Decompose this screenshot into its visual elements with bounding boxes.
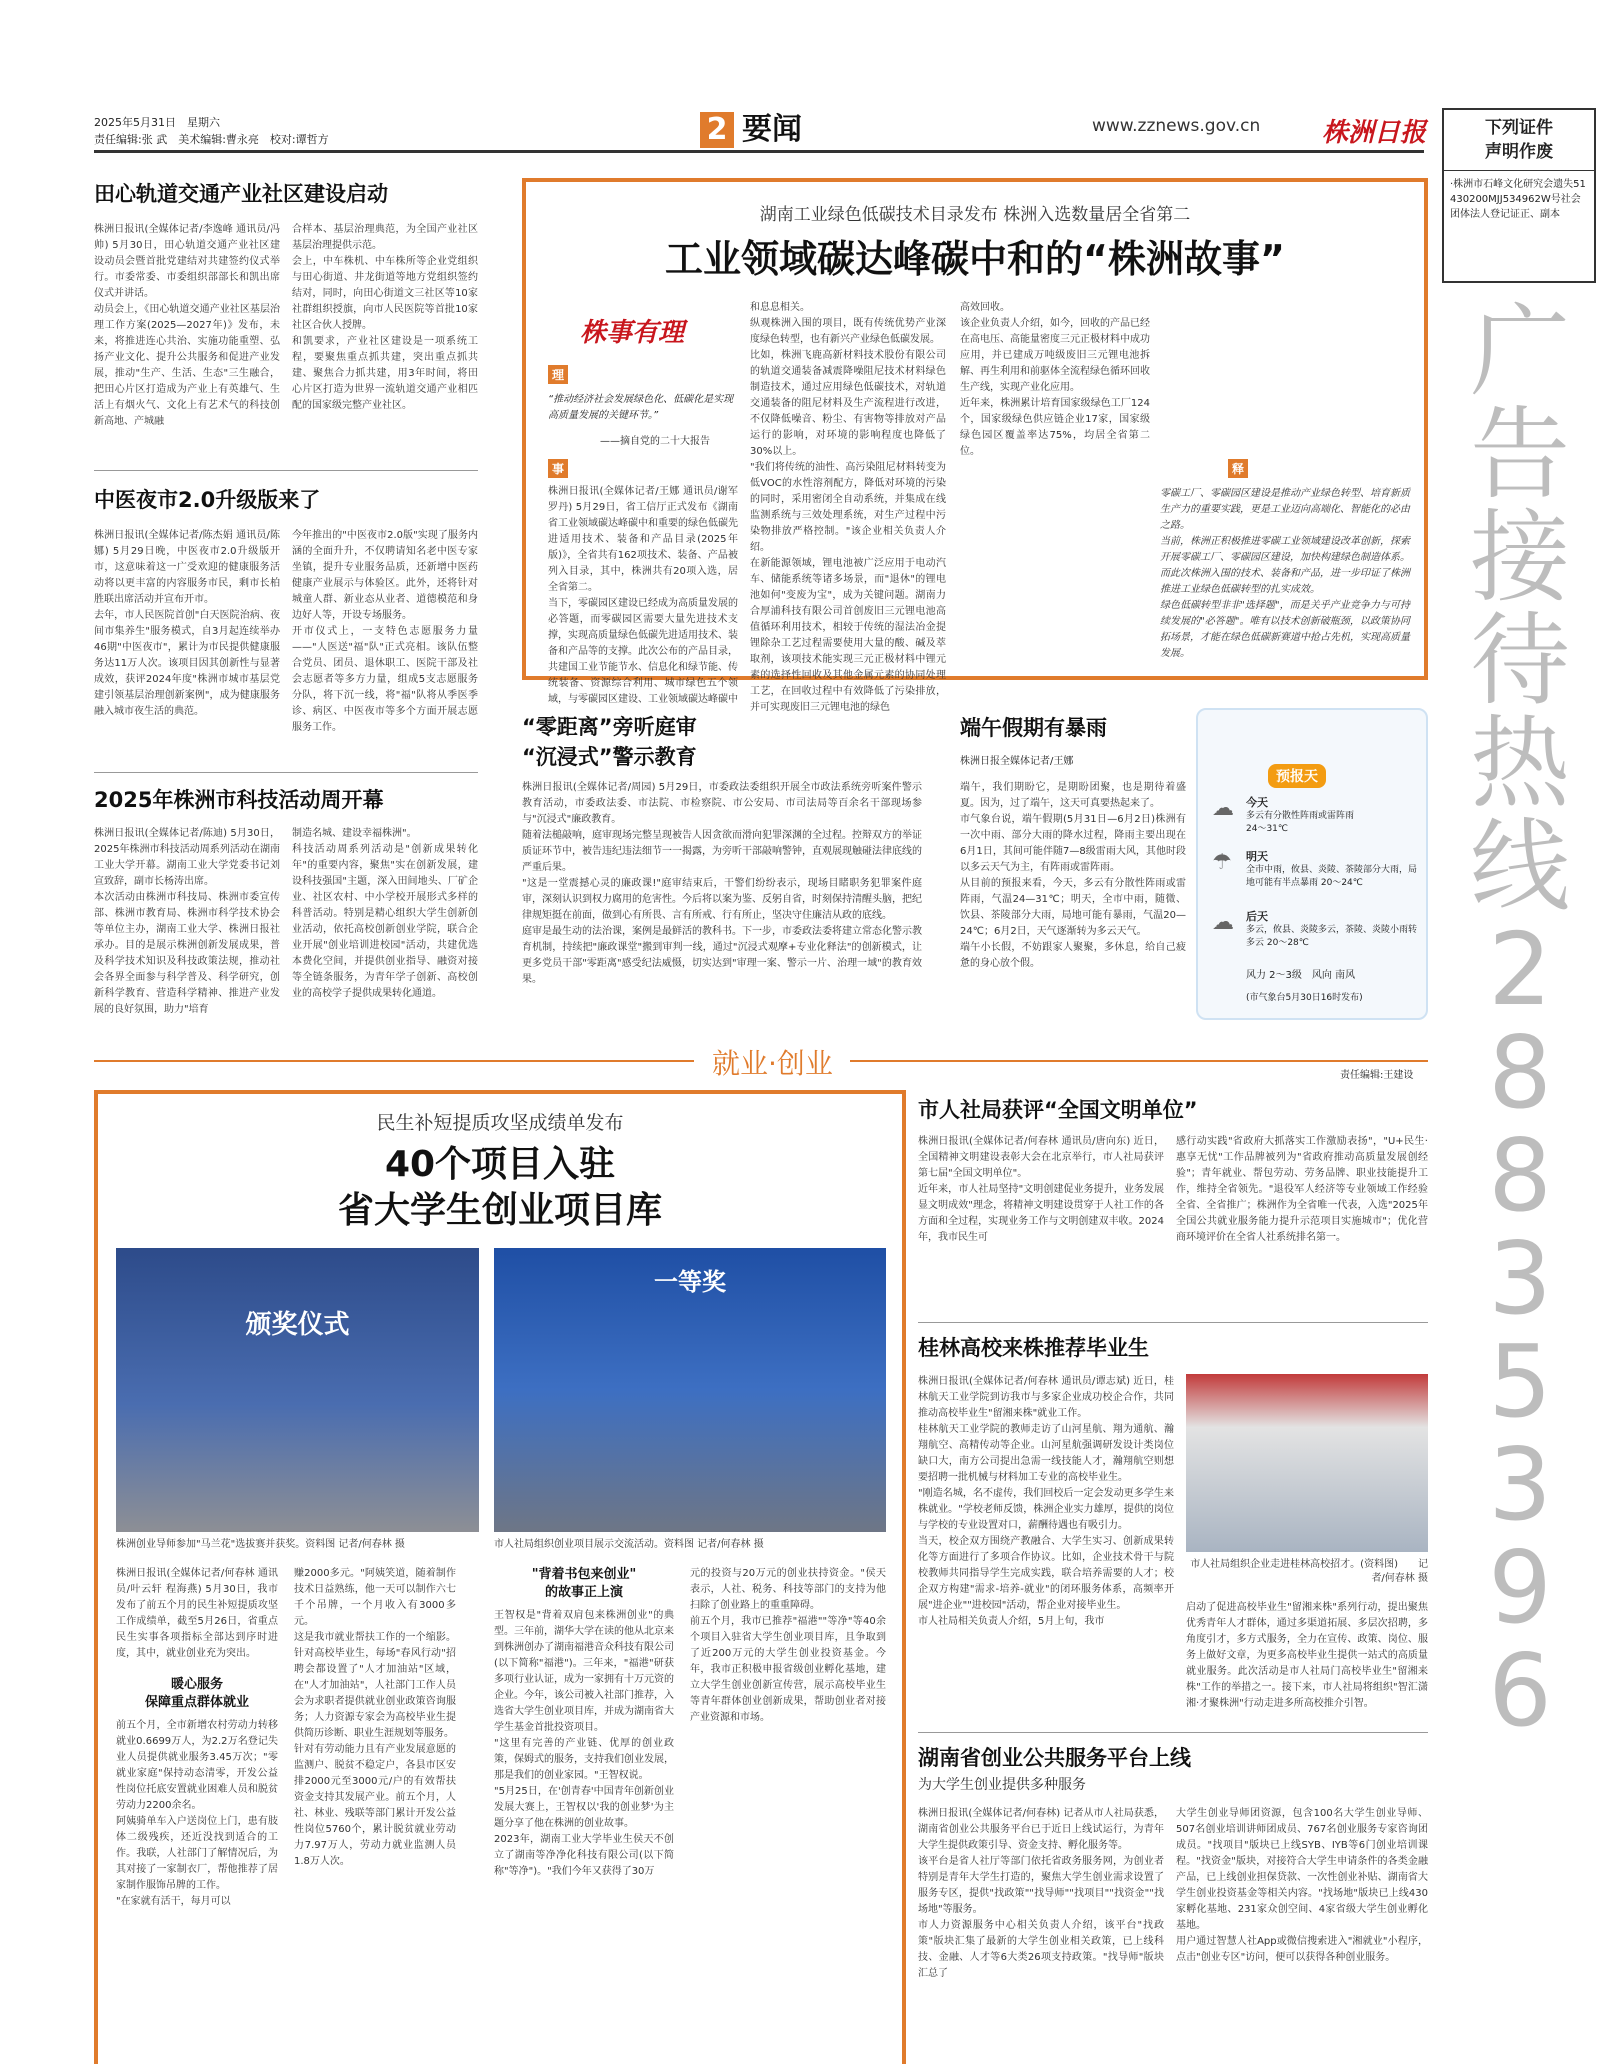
header-rule [94,150,1424,153]
feature-subtitle: 湖南工业绿色低碳技术目录发布 株洲入选数量居全省第二 [759,205,1191,225]
campus-photo [1186,1374,1428,1552]
rain-icon: ☂ [1212,850,1232,875]
weather-widget [1196,708,1428,1020]
divider [94,772,478,773]
article-body: 大学生创业导师团资源，包含100名大学生创业导师、507名创业培训讲师团成员、767名创业服务专家咨询团成员。"找项目"版块已上线SYB、IYB等6门创业培训课程。"找资金"版块，对接符合大学生申请条件的各类金融产品，已上线创业担保贷款、一次性创业补贴、湖南省大学生创业投资基金等相关内容。"找场地"版块已上线430家孵化基地、231家众创空间、4家省级大学生创业孵化基地。 用户通过智慧人社App或微信搜索进入"湘就业"小程序，点击"创业专区"访问，便可以获得各种创业服务。 [1176,1808,1428,1963]
section-tag [548,364,568,384]
feature-title: 40个项目入驻 省大学生创业项目库 [337,1144,662,1231]
feature-title: 工业领域碳达峰碳中和的“株洲故事” [665,237,1285,281]
forecast-day: 今天 [1246,796,1268,809]
forecast-source: (市气象台5月30日16时发布) [1246,993,1363,1003]
forecast-day: 明天 [1246,850,1268,863]
section-tag [1228,458,1248,478]
column-logo: 株事有理 [580,318,685,348]
photo-caption: 株洲创业导师参加"马兰花"选拔赛并获奖。资料图 记者/何春林 摄 [116,1539,405,1550]
byline: 株洲日报全媒体记者/王娜 [960,756,1074,767]
article-title: 桂林高校来株推荐毕业生 [918,1336,1149,1360]
forecast-text: 多云，攸县、炎陵多云，茶陵、炎陵小雨转多云 20～28℃ [1246,925,1418,948]
award-photo [494,1248,886,1532]
article-body: 感行动实践"省政府大抓落实工作激励表扬"，"U+民生·惠享无忧"工作品牌被列为"省政府推动高质量发展创经验"；青年就业、帮包劳动、劳务品牌、职业技能提升工作，维持全省领先。"退役军人经济等专业领域工作经验全省、全省推广；株洲作为全省唯一代表，入选"2025年全国公共就业服务能力提升示范项目实施城市"；优化营商环境评价在全省人社系统排名第一。 [1176,1136,1428,1243]
article-body: 株洲日报讯(全媒体记者/陈杰娟 通讯员/陈娜) 5月29日晚，中医夜市2.0升级版开市，这意味着这一广受欢迎的健康服务活动将以更丰富的内容服务市民，剩市长柏胜联出席活动并宣布开市。 去年，市人民医院首创"白天医院治病、夜间市集养生"服务模式，自3月起连续举办46期"中医夜市"，累计为市民提供健康服务达11万人次。该项目因其创新性与显著成效，获评2024年度"株洲市城市基层党建引领基层治理创新案例"，成为健康服务融入城市夜生活的典范。 [94,530,280,717]
cloud-icon: ☁ [1212,796,1234,821]
divider [94,470,478,471]
divider [918,1322,1428,1323]
photo-caption: 市人社局组织企业走进桂林高校招才。(资料图) 记者/何春林 摄 [1190,1559,1428,1584]
article-title: “零距离”旁听庭审 “沉浸式”警示教育 [522,715,697,769]
section-title: 要闻 [742,112,802,147]
article-body: 元的投资与20万元的创业扶持资金。"侯天表示，人社、税务、科技等部门的支持为他扫除了创业路上的重重障碍。 前五个月，我市已推荐"福港""等净"等40余个项目入驻省大学生创业项目库，且争取到了近200万元的大学生创业投资基金。今年，我市正积极申报省级创业孵化基地，建立大学生创业创新宣传营，展示高校毕业生等青年群体创业创新成果，帮助创业者对接产业资源和市场。 [690,1568,886,1723]
article-title: 2025年株洲市科技活动周开幕 [94,788,384,812]
editors-line: 责任编辑:张 武 美术编辑:曹永亮 校对:谭哲方 [94,133,329,146]
wind-info: 风力 2～3级 风向 南风 [1246,970,1356,981]
ad-hotline: 广告接待热线28835396 [1470,293,1570,1749]
award-photo [116,1248,479,1532]
section-editor: 责任编辑:王建设 [1340,1070,1414,1081]
article-title: 中医夜市2.0升级版来了 [94,488,321,512]
section-title: 就业·创业 [712,1047,833,1080]
tag-label: 事 [548,459,568,478]
site-url[interactable]: www.zznews.gov.cn [1092,116,1261,136]
commentary-body: 零碳工厂、零碳园区建设是推动产业绿色转型、培育新质生产力的重要实践，更是工业迈向高端化、智能化的必由之路。 当前，株洲正积极推进零碳工业领域建设改革创新，探索开展零碳工厂、零碳园区建设，加快构建绿色制造体系。而此次株洲入围的技术、装备和产品，进一步印证了株洲推进工业绿色低碳转型的扎实成效。 绿色低碳转型非非"选择题"，而是关乎产业竞争力与可持续发展的"必答题"。唯有以技术创新破瓶颈，以政策协同拓场景，才能在绿色低碳新赛道中抢占先机，实现高质量发展。 [1160,488,1410,659]
article-subtitle: 为大学生创业提供多种服务 [918,1777,1086,1793]
article-body: 株洲日报讯(全媒体记者/王娜 通讯员/谢军罗丹) 5月29日，省工信厅正式发布《湖南省工业领域碳达峰碳中和重要的绿色低碳先进适用技术、装备和产品目录(2025年版)》，全省共有162项技术、装备、产品被列入目录，其中，株洲共有20项入选，居全省第二。 当下，零碳园区建设已经成为高质量发展的必答题，而零碳园区需要大量先进技术支撑，实现高质量绿色低碳先进适用技术、装备和产品等的支撑。此次公布的产品目录，共建国工业节能节水、信息化和绿节能、传统装备、资源综合利用、城市绿色五个领域，与零碳园区建设、工业领域碳达峰碳中 [548,486,738,705]
article-title: 湖南省创业公共服务平台上线 [918,1746,1191,1770]
article-body: 端午，我们期盼它，是期盼团聚，也是期待着盛夏。因为，过了端午，这天可真要热起来了。 市气象台说，端午假期(5月31日—6月2日)株洲有一次中雨、部分大雨的降水过程，降雨主要出现在6月1日，其间可能伴随7—8级雷雨大风，其他时段以多云天气为主，有阵雨或雷阵雨。 从目前的预报来看，今天，多云有分散性阵雨或雷阵雨，气温24—31℃；明天，全市中雨，随微、饮县、茶陵部分大雨，局地可能有暴雨，气温20—24℃；6月2日，天气逐渐转为多云天气。 端午小长假，不妨跟家人聚聚，多休息，给自己疲惫的身心放个假。 [960,782,1186,969]
article-body: 今年推出的"中医夜市2.0版"实现了服务内涵的全面升升，不仅聘请知名老中医专家坐镇，提升专业服务品质，还新增中医药健康产业展示与体验区。此外，还将针对城童人群、新业态从业者、道德模范和身边好人等，开设专场服务。 开市仪式上，一支特色志愿服务力量——"人医送"福"队"正式亮相。该队伍整合党员、团员、退休职工、医院干部及社会志愿者等多方力量，组成5支志愿服务分队，将下沉一线，将"福"队将从季医季诊、病区、中医夜市等多个方面开展志愿服务工作。 [292,530,478,733]
cloud-icon: ☁ [1212,910,1234,935]
article-body: 和息息相关。 纵观株洲入围的项目，既有传统优势产业深度绿色转型，也有新兴产业绿色低碳发展。 比如，株洲飞鹿高新材料技术股份有限公司的轨道交通装备减震降噪阻尼技术材料绿色制造技术，通过应用绿色低碳技术，对轨道交通装备的阻尼材料及生产流程进行改进，不仅降低噪音、粉尘、有害物等排放对产品运行的影响，对环境的影响程度也降低了30%以上。 "我们将传统的油性、高污染阻尼材料转变为低VOC的水性溶剂配方，降低对环境的污染的同时，采用密闭全自动系统，并集成在线监测系统与三效处理系统，对生产过程中污染物排放严格控制。"该企业相关负责人介绍。 在新能源领域，锂电池被广泛应用于电动汽车、储能系统等诸多场景，而"退休"的锂电池如何"变废为宝"，成为关键问题。湖南力合厚浦科技有限公司首创废旧三元锂电池高值循环利用技术，相较于传统的湿法冶金提锂除杂工艺过程需要使用大量的酸、碱及萃取剂，该项技术能实现三元正极材料中锂元素的选择性回收及其他金属元素的协同处理工艺，在回收过程中有效降低了污染排放，并可实现废旧三元锂电池的绿色 [750,302,946,713]
photo-banner-text: 颁奖仪式 [245,1310,350,1340]
notice-body: ·株洲市石峰文化研究会遗失51430200MJJ534962W号社会团体法人登记证正、副本 [1450,179,1586,220]
article-title: 市人社局获评“全国文明单位” [918,1098,1198,1122]
subheading: "背着书包来创业" 的故事正上演 [531,1567,637,1600]
tag-label: 理 [548,365,568,384]
article-body: 制造名城、建设幸福株洲"。 科技活动周系列活动是"创新成果转化年"的重要内容，聚焦"实在创新发展，建设科技强国"主题，深入田间地头、厂矿企业、社区农村、中小学校开展形式多样的科普活动。特别是精心组织大学生创新创业活动，依托高校创新创业学院，联合企业开展"创业培训进校园"活动，共建优选本费化空间，并提供创业指导、融资对接等全链条服务，为青年学子创新、高校创业的高校学子提供成果转化通道。 [292,828,478,999]
article-body: 株洲日报讯(全媒体记者/陈迪) 5月30日，2025年株洲市科技活动周系列活动在湖南工业大学开幕。湖南工业大学党委书记刘宣致辞，副市长杨涛出席。 本次活动由株洲市科技局、株洲市委宣传部、株洲市教育局、株洲市科学技术协会等单位主办，湖南工业大学、株洲日报社承办。目的是展示株洲创新发展成果，普及科学技术知识及科技政策法规，推动社会各界全面参与科学普及、科学研究，创新科学教育、营造科学精神、推进产业发展的良好氛围，助力"培育 [94,828,280,1015]
article-body: 前五个月，全市新增农村劳动力转移就业0.6699万人，为2.2万名登记失业人员提供就业服务3.45万次；"零就业家庭"保持动态清零，开发公益性岗位托底安置就业困难人员和脱贫劳动力2200余名。 阿姨骑单车入户送岗位上门，患有肢体二级残疾，还近没找到适合的工作。我联，人社部门了解情况后，为其对接了一家制衣厂，帮他推荐了居家制作服饰吊牌的工作。 "在家就有活干，每月可以 [116,1720,278,1907]
article-body: 王智权是"背着双肩包来株洲创业"的典型。三年前，湖华大学在读的他从北京来到株洲创办了湖南福港音众科技有限公司(以下简称"福港")。三年来，"福港"研获多项行业认证，成为一家拥有十万元资的企业。今年，该公司被入社部门推荐，入选省大学生创业项目库，并成为湖南省大学生基金首批投资项目。 "这里有完善的产业链、优厚的创业政策，保姆式的服务，支持我们创业发展，那是我们的创业家园。"王智权说。 "5月25日，在'创青春'中国青年创新创业发展大赛上，王智权以'我的创业梦'为主题分享了他在株洲的创业故事。 2023年，湖南工业大学毕业生侯天不创立了湖南等净净化科技有限公司(以下简称"等净")。"我们今年又获得了30万 [494,1610,674,1877]
article-body: 赚2000多元。"阿姨笑道，随着制作技术日益熟练，他一天可以制作六七千个吊牌，一个月收入有3000多元。 这是我市就业帮扶工作的一个缩影。针对高校毕业生，每场"春风行动"招聘会都设置了"人才加油站"区域，在"人才加油站"，人社部门工作人员会为求职者提供就业创业政策咨询服务；人力资源专家会为高校毕业生提供简历诊断、职业生涯规划等服务。 针对有劳动能力且有产业发展意愿的监测户、脱贫不稳定户，各县市区安排2000元至3000元/户的有效帮扶资金支持其发展产业。前五个月，人社、林业、残联等部门累计开发公益性岗位5760个，累计脱贫就业劳动力7.97万人，劳动力就业监测人员1.8万人次。 [294,1568,456,1867]
divider [918,1732,1428,1733]
feature-quote: “推动经济社会发展绿色化、低碳化是实现高质量发展的关键环节。” [548,394,734,421]
page-number: 2 [700,112,734,148]
article-body: 合样本、基层治理典范，为全国产业社区基层治理提供示范。 会上，中车株机、中车株所等企业党组织与田心街道、井龙街道等地方党组织签约结对，同时，向田心街道文三社区等10家社群组织授旗，向市人民医院等首批10家社区合伙人授牌。 和凯要求，产业社区建设是一项系统工程，要聚焦重点抓共建，突出重点抓共建、聚焦合力抓共建，用3年时间，将田心片区打造为世界一流轨道交通产业相匹配的国家级完整产业社区。 [292,224,478,411]
subheading: 暖心服务 保障重点群体就业 [144,1677,249,1710]
notice-box [1442,108,1596,283]
article-body: 高效回收。 该企业负责人介绍，如今，回收的产品已经在高电压、高能量密度三元正极材料中成功应用，并已建成万吨级废旧三元锂电池拆解、再生利用和前驱体全流程绿色循环回收生产线，实现产业化应用。 近年来，株洲累计培育国家级绿色工厂124个，国家级绿色供应链企业17家，国家级绿色园区覆盖率达75%，均居全省第二位。 [960,302,1150,457]
forecast-day: 后天 [1246,910,1268,923]
section-tag [548,458,568,478]
photo-caption: 市人社局组织创业项目展示交流活动。资料图 记者/何春林 摄 [494,1539,764,1550]
newspaper-logo: 株洲日报 [1322,118,1427,148]
article-title: 田心轨道交通产业社区建设启动 [94,182,388,206]
article-body: 株洲日报讯(全媒体记者/李逸峰 通讯员/冯帅) 5月30日，田心轨道交通产业社区建设动员会暨首批党建结对共建签约仪式举行。市委常委、市委组织部部长和凯出席仪式并讲话。 动员会上，《田心轨道交通产业社区基层治理工作方案(2025—2027年)》发布，未来，将推进连心共治、实施功能重塑、弘扬产业文化、提升公共服务和促进产业发展，推动"生产、生活、生态"三生融合，把田心片区打造成为产业上有英雄气、生活上有烟火气、文化上有艺术气的科技创新高地、产城融 [94,224,280,427]
article-body: 株洲日报讯(全媒体记者/周园) 5月29日，市委政法委组织开展全市政法系统旁听案件警示教育活动，市委政法委、市法院、市检察院、市公安局、市司法局等百余名干部现场参与"沉浸式"廉政教育。 随着法槌敲响，庭审现场完整呈现被告人因贪欲而滑向犯罪深渊的全过程。控辩双方的举证质证环节中，被告违纪违法细节一一揭露，为旁听干部敲响警钟，直观展现触碰法律底线的严重后果。 "这是一堂震撼心灵的廉政课!"庭审结束后，干警们纷纷表示，现场目睹职务犯罪案件庭审，深刻认识到权力腐用的危害性。今后将以案为鉴、反躬自省，时刻保持清醒头脑，把纪律规矩挺在前面，做到心有所畏、言有所戒、行有所止，坚决守住廉洁从政的底线。 庭审是最生动的法治课，案例是最鲜活的教科书。下一步，市委政法委将建立常态化警示教育机制，持续把"廉政课堂"搬到审判一线，通过"沉浸式观摩+专业化释法"的创新模式，让更多党员干部"零距离"感受纪法威慑，切实达到"审理一案、警示一片、治理一域"的教育效果。 [522,782,922,985]
feature-subtitle: 民生补短提质攻坚成绩单发布 [376,1112,624,1134]
article-body: 株洲日报讯(全媒体记者/何春林) 记者从市人社局获悉，湖南省创业公共服务平台已于近日上线试运行，为青年大学生提供政策引导、资金支持、孵化服务等。 该平台是省人社厅等部门依托省政务服务网，为创业者特别是青年大学生打造的，聚焦大学生创业需求设置了服务专区，提供"找政策""找导师""找项目""找资金""找场地"等服务。 市人力资源服务中心相关负责人介绍，该平台"找政策"版块汇集了最新的大学生创业相关政策，已上线科技、金融、人才等6大类26项支持政策。"找导师"版块汇总了 [918,1808,1164,1979]
article-body: 株洲日报讯(全媒体记者/何春林 通讯员/谭志斌) 近日，桂林航天工业学院到访我市与多家企业成功校企合作，共同推动高校毕业生"留湘来株"就业工作。 桂林航天工业学院的教师走访了山河星航、翔为通航、瀚翔航空、高精传动等企业。山河星航强调研发设计类岗位缺口大，南方公司提出急需一线技能人才，瀚翔航空则想要招聘一批机械与材料加工专业的高校毕业生。 "刚造名城，名不虚传，我们回校后一定会发动更多学生来株就业。"学校老师反馈，株洲企业实力雄厚，提供的岗位与学校的专业设置对口，薪酬待遇也有吸引力。 当天，校企双方围绕产教融合、大学生实习、创新成果转化等方面进行了多项合作协议。比如，企业技术骨干与院校教师共同指导学生完成实践，联合培养需要的人才；校企双方构建"需求-培养-就业"的闭环服务体系，高频率开展"进企业""进校园"活动，帮企业对接毕业生。 市人社局相关负责人介绍，5月上旬，我市 [918,1376,1174,1627]
article-body: 株洲日报讯(全媒体记者/何春林 通讯员/唐向东) 近日，全国精神文明建设表彰大会在北京举行，市人社局获评第七届"全国文明单位"。 近年来，市人社局坚持"文明创建促业务提升，业务发展显文明成效"理念，将精神文明建设贯穿于人社工作的各方面和全过程，实现业务工作与文明创建双丰收。2024年，我市民生可 [918,1136,1164,1243]
widget-title: 预报天 [1268,764,1326,788]
notice-title: 下列证件 声明作废 [1444,110,1594,171]
article-body: 启动了促进高校毕业生"留湘来株"系列行动，提出聚焦优秀青年人才群体，通过多渠道拓展、多层次招聘，多角度引才，多方式服务，全力在宣传、政策、岗位、服务上做好文章，为更多高校毕业生提供一站式的高质量就业服务。此次活动是市人社局门高校毕业生"留湘来株"工作的举措之一。接下来，市人社局将组织"智汇潇湘·才聚株洲"行动走进多所高校推介引智。 [1186,1602,1428,1709]
tag-label: 释 [1228,459,1248,478]
photo-banner-text: 一等奖 [654,1268,726,1296]
forecast-text: 全市中雨，攸县、炎陵、茶陵部分大雨，局地可能有半点暴雨 20～24℃ [1246,865,1418,888]
section-rule [94,1060,694,1062]
article-title: 端午假期有暴雨 [960,716,1107,740]
issue-date: 2025年5月31日 星期六 [94,116,220,129]
article-body: 株洲日报讯(全媒体记者/何春林 通讯员/叶云轩 程海燕) 5月30日，我市发布了前五个月的民生补短提质攻坚工作成绩单，截至5月26日，省重点民生实事各项指标全部达到序时进度，其中，就业创业充为突出。 [116,1568,278,1659]
section-rule [850,1060,1428,1062]
forecast-text: 多云有分散性阵雨或雷阵雨 24～31℃ [1246,811,1355,834]
quote-source: ——摘自党的二十大报告 [600,436,710,447]
